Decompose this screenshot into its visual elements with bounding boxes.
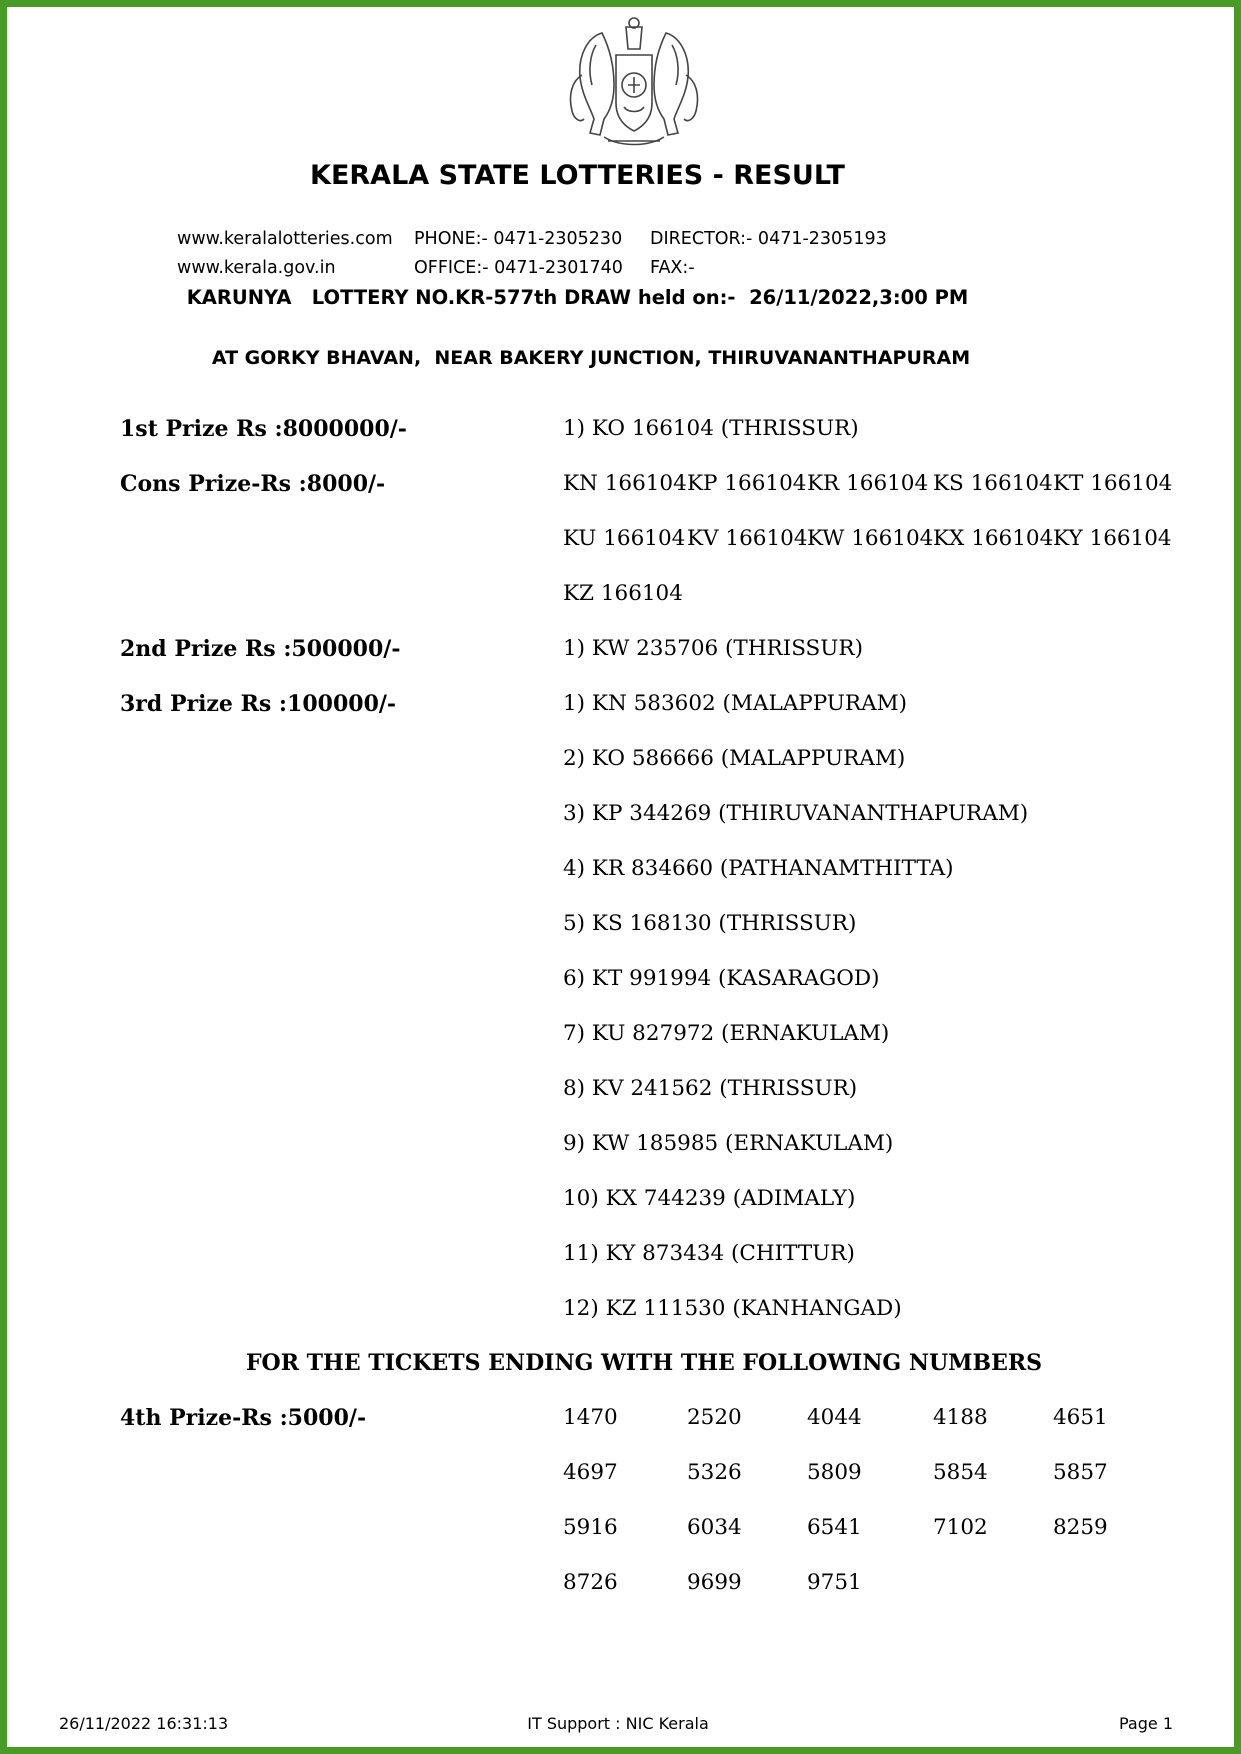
third-prize-result: 4) KR 834660 (PATHANAMTHITTA) [563, 856, 954, 881]
cons-ticket: KS 166104 [933, 471, 1053, 496]
endings-heading: FOR THE TICKETS ENDING WITH THE FOLLOWING NUMBERS [245, 1350, 1043, 1376]
footer-support: IT Support : NIC Kerala [527, 1714, 709, 1733]
third-prize-result: 8) KV 241562 (THRISSUR) [563, 1076, 858, 1101]
third-prize-result: 9) KW 185985 (ERNAKULAM) [563, 1131, 894, 1156]
second-prize-result: 1) KW 235706 (THRISSUR) [563, 636, 863, 661]
fourth-prize-number: 5854 [933, 1460, 988, 1485]
fourth-prize-number: 8726 [563, 1570, 618, 1595]
third-prize-result: 6) KT 991994 (KASARAGOD) [563, 966, 880, 991]
fourth-prize-number: 9751 [807, 1570, 862, 1595]
third-prize-result: 10) KX 744239 (ADIMALY) [563, 1186, 856, 1211]
footer-timestamp: 26/11/2022 16:31:13 [59, 1714, 229, 1733]
fourth-prize-number: 5857 [1053, 1460, 1108, 1485]
fourth-prize-number: 2520 [687, 1405, 742, 1430]
fourth-prize-number: 6034 [687, 1515, 742, 1540]
fourth-prize-number: 5326 [687, 1460, 742, 1485]
cons-ticket: KP 166104 [687, 471, 807, 496]
kerala-state-emblem-icon [560, 15, 708, 153]
cons-ticket: KY 166104 [1053, 526, 1172, 551]
third-prize-result: 5) KS 168130 (THRISSUR) [563, 911, 857, 936]
office-number: OFFICE:- 0471-2301740 [414, 258, 623, 278]
fourth-prize-number: 4697 [563, 1460, 618, 1485]
page-title: KERALA STATE LOTTERIES - RESULT [310, 160, 845, 191]
first-prize-label: 1st Prize Rs :8000000/- [120, 416, 407, 442]
fourth-prize-number: 6541 [807, 1515, 862, 1540]
fourth-prize-number: 7102 [933, 1515, 988, 1540]
fourth-prize-number: 5809 [807, 1460, 862, 1485]
fourth-prize-number: 8259 [1053, 1515, 1108, 1540]
third-prize-label: 3rd Prize Rs :100000/- [120, 691, 397, 717]
third-prize-result: 7) KU 827972 (ERNAKULAM) [563, 1021, 890, 1046]
draw-details: KARUNYA LOTTERY NO.KR-577th DRAW held on:- 26/11/2022,3:00 PM [186, 286, 969, 309]
fourth-prize-number: 1470 [563, 1405, 618, 1430]
phone-number: PHONE:- 0471-2305230 [414, 229, 623, 249]
cons-ticket: KW 166104 [807, 526, 934, 551]
fourth-prize-number: 4188 [933, 1405, 988, 1430]
fourth-prize-number: 9699 [687, 1570, 742, 1595]
director-number: DIRECTOR:- 0471-2305193 [650, 229, 887, 249]
third-prize-result: 1) KN 583602 (MALAPPURAM) [563, 691, 908, 716]
fourth-prize-label: 4th Prize-Rs :5000/- [120, 1405, 367, 1431]
fourth-prize-number: 5916 [563, 1515, 618, 1540]
second-prize-label: 2nd Prize Rs :500000/- [120, 636, 401, 662]
page-number: Page 1 [1119, 1714, 1173, 1733]
fax-number: FAX:- [650, 258, 695, 278]
website-link-kerala-gov[interactable]: www.kerala.gov.in [177, 258, 336, 278]
first-prize-result: 1) KO 166104 (THRISSUR) [563, 416, 859, 441]
cons-ticket: KT 166104 [1053, 471, 1173, 496]
cons-ticket: KZ 166104 [563, 581, 683, 606]
third-prize-result: 12) KZ 111530 (KANHANGAD) [563, 1296, 902, 1321]
cons-ticket: KX 166104 [933, 526, 1054, 551]
fourth-prize-number: 4651 [1053, 1405, 1108, 1430]
cons-ticket: KU 166104 [563, 526, 686, 551]
cons-prize-label: Cons Prize-Rs :8000/- [120, 471, 386, 497]
third-prize-result: 3) KP 344269 (THIRUVANANTHAPURAM) [563, 801, 1029, 826]
draw-venue: AT GORKY BHAVAN, NEAR BAKERY JUNCTION, THIRUVANANTHAPURAM [211, 347, 971, 369]
fourth-prize-number: 4044 [807, 1405, 862, 1430]
third-prize-result: 11) KY 873434 (CHITTUR) [563, 1241, 855, 1266]
third-prize-result: 2) KO 586666 (MALAPPURAM) [563, 746, 906, 771]
cons-ticket: KR 166104 [807, 471, 929, 496]
website-link-keralalotteries[interactable]: www.keralalotteries.com [177, 229, 393, 249]
cons-ticket: KV 166104 [687, 526, 808, 551]
cons-ticket: KN 166104 [563, 471, 687, 496]
